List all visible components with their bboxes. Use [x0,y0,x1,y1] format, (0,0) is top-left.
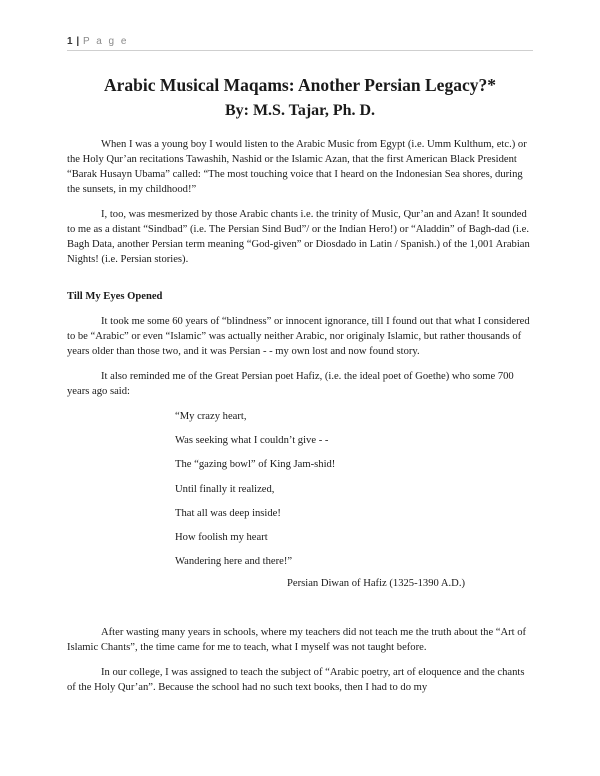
section-paragraph-1: It took me some 60 years of “blindness” or innocent ignorance, till I found out that what I considered to be “Arabic” or even “Islamic” was actually neither Arabic, nor originaly Islamic, but rather thousands of years older than those two, and it was Persian - - my own lost and now found story. [67,316,530,357]
spacer [67,591,533,625]
poem-line: How foolish my heart [175,531,268,543]
closing-paragraph-2: In our college, I was assigned to teach the subject of “Arabic poetry, art of eloquence and the chants of the Holy Qur’an”. Because the school had no such text books, then I had to do my [67,667,525,694]
document-author: By: M.S. Tajar, Ph. D. [224,102,376,119]
poem-line: That all was deep inside! [175,507,281,519]
header-divider [67,50,533,51]
page-number: 1 [67,36,74,47]
intro-paragraph-2: I, too, was mesmerized by those Arabic chants i.e. the trinity of Music, Qur’an and Azan! It sounded to me as a distant “Sindbad” (i.e. The Persian Sind Bud”/ or the Indian Hero!) or “Aladdin” of Bagh-dad (i.e. Bagh Data, another Persian term meaning “God-given” or Diosdado in Latin / Spanish.) of the 1,001 Arabian Nights! (i.e. Persian stories). [67,209,530,265]
poem-line: Was seeking what I couldn’t give - - [175,435,329,447]
document-body [67,72,533,705]
poem-line: “My crazy heart, [175,411,247,422]
intro-paragraph-1: When I was a young boy I would listen to the Arabic Music from Egypt (i.e. Umm Kulthum, etc.) or the Holy Qur’an recitations Tawashih, Nashid or the Islamic Azan, that the first American Black President “Barak Husayn Ubama” called: “The most touching voice that I heard on the Indonesian Sea shores, during the sunsets, in my childhood!” [67,139,527,195]
page-separator: | [76,36,80,47]
page-label: P a g e [82,36,129,47]
poem-line: Wandering here and there!” [175,556,293,568]
page-header [67,36,128,47]
poem-attribution: Persian Diwan of Hafiz (1325-1390 A.D.) [287,578,465,590]
document-title: Arabic Musical Maqams: Another Persian Legacy?* [104,75,496,95]
section-paragraph-2: It also reminded me of the Great Persian poet Hafiz, (i.e. the ideal poet of Goethe) who some 700 years ago said: [67,371,514,397]
poem-line: The “gazing bowl” of King Jam-shid! [175,459,336,471]
poem-block [175,409,533,569]
closing-paragraph-1: After wasting many years in schools, where my teachers did not teach me the truth about the “Art of Islamic Chants”, the time came for me to teach, what I myself was not taught before. [67,627,527,654]
section-heading: Till My Eyes Opened [67,291,163,302]
poem-line: Until finally it realized, [175,483,275,495]
